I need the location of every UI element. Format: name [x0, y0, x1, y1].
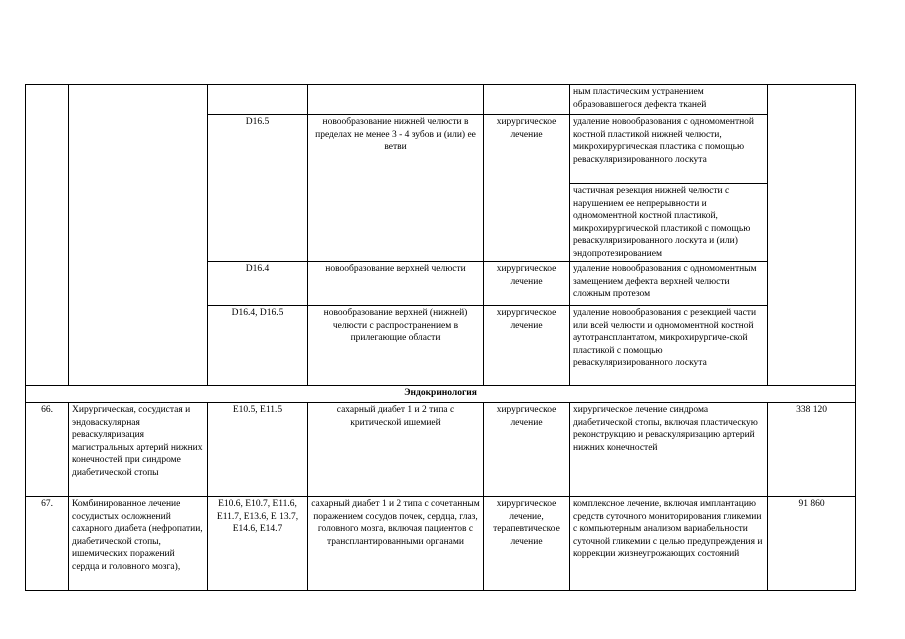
- table-row: [26, 403, 856, 497]
- cost-cell: 91 860: [768, 497, 856, 591]
- name-cell-empty: [69, 85, 208, 386]
- code-cell: D16.4: [208, 262, 308, 306]
- model-cell: сахарный диабет 1 и 2 типа с сочетанным поражением сосудов почек, сердца, глаз, головного мозга, включая пациентов с трансплантированными органами: [308, 497, 484, 591]
- code-cell: E10.5, E11.5: [208, 403, 308, 497]
- treatment-cell: хирургическое лечение, терапевтическое лечение: [484, 497, 570, 591]
- treatment-cell: хирургическое лечение: [484, 115, 570, 262]
- num-cell: 66.: [26, 403, 69, 497]
- treatment-cell: хирургическое лечение: [484, 403, 570, 497]
- section-row: [26, 386, 856, 403]
- method-cell: удаление новообразования с одномоментной костной пластикой нижней челюсти, микрохирургическая пластика с помощью реваскуляризированного лоскута: [570, 115, 768, 184]
- model-cell: новообразование нижней челюсти в пределах не менее 3 - 4 зубов и (или) ее ветви: [308, 115, 484, 262]
- method-cell: удаление новообразования с одномоментным замещением дефекта верхней челюсти сложным протезом: [570, 262, 768, 306]
- model-cell: новообразование верхней челюсти: [308, 262, 484, 306]
- treatment-cell-empty: [484, 85, 570, 115]
- code-cell: D16.4, D16.5: [208, 306, 308, 386]
- method-cell: комплексное лечение, включая имплантацию средств суточного мониторирования гликемии с компьютерным анализом вариабельности суточной гликемии с целью предупреждения и коррекции жизнеугрожающих состояний: [570, 497, 768, 591]
- model-cell-empty: [308, 85, 484, 115]
- method-cell: удаление новообразования с резекцией части или всей челюсти и одномоментной костной аутотрансплантатом, микрохирургиче-ской пластикой с помощью реваскуляризированного лоскута: [570, 306, 768, 386]
- cost-cell: 338 120: [768, 403, 856, 497]
- code-cell-empty: [208, 85, 308, 115]
- table-row: [26, 85, 856, 115]
- code-cell: E10.6, E10.7, E11.6, E11.7, E13.6, E 13.7, E14.6, E14.7: [208, 497, 308, 591]
- code-cell: D16.5: [208, 115, 308, 262]
- num-cell-empty: [26, 85, 69, 386]
- method-cell: хирургическое лечение синдрома диабетической стопы, включая пластическую реконструкцию и реваскуляризацию артерий нижних конечностей: [570, 403, 768, 497]
- section-title: Эндокринология: [26, 386, 856, 403]
- table-row: [26, 497, 856, 591]
- treatment-cell: хирургическое лечение: [484, 306, 570, 386]
- medical-care-table: [25, 84, 856, 591]
- treatment-cell: хирургическое лечение: [484, 262, 570, 306]
- num-cell: 67.: [26, 497, 69, 591]
- model-cell: сахарный диабет 1 и 2 типа с критической ишемией: [308, 403, 484, 497]
- method-cell: ным пластическим устранением образовавшегося дефекта тканей: [570, 85, 768, 115]
- name-cell: Комбинированное лечение сосудистых осложнений сахарного диабета (нефропатии, диабетической стопы, ишемических поражений сердца и головного мозга),: [69, 497, 208, 591]
- cost-cell-empty: [768, 85, 856, 386]
- name-cell: Хирургическая, сосудистая и эндоваскулярная реваскуляризация магистральных артерий нижних конечностей при синдроме диабетической стопы: [69, 403, 208, 497]
- model-cell: новообразование верхней (нижней) челюсти с распространением в прилегающие области: [308, 306, 484, 386]
- method-cell: частичная резекция нижней челюсти с нарушением ее непрерывности и одномоментной костной пластикой, микрохирургической пластикой с помощью реваскуляризированного лоскута и (или) эндопротезированием: [570, 184, 768, 262]
